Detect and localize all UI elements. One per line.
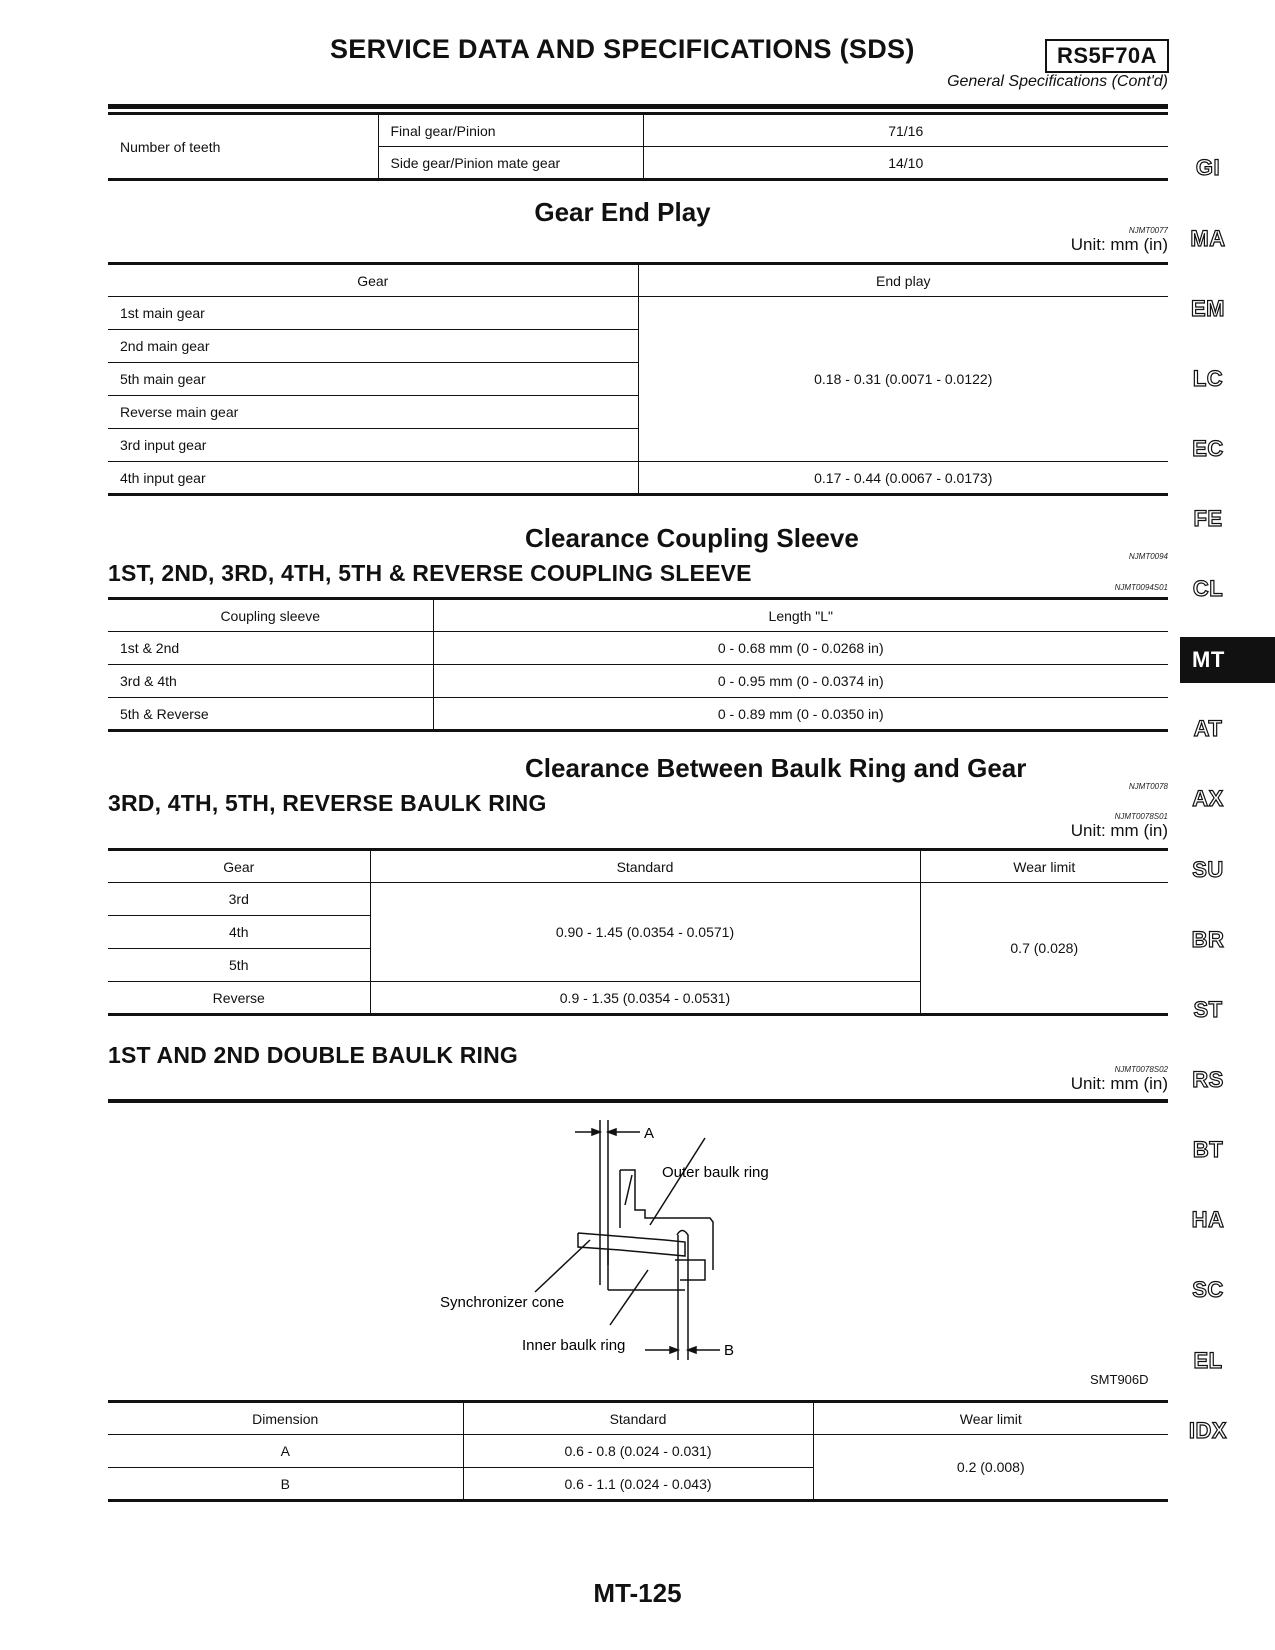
ref-code: NJMT0094S01 [1114,583,1168,592]
gear-cell: 4th [108,916,370,949]
gear-cell: 1st main gear [108,297,638,330]
standard-cell: 0.9 - 1.35 (0.0354 - 0.0531) [370,982,920,1015]
double-baulk-table [108,1400,1168,1502]
col-header: Wear limit [813,1402,1168,1435]
ref-code: NJMT0077 [1128,226,1168,235]
coupling-sleeve-table [108,597,1168,732]
col-header: Standard [463,1402,813,1435]
length-cell: 0 - 0.95 mm (0 - 0.0374 in) [433,665,1168,698]
sidebar-tab-ma[interactable]: MA [1190,226,1226,251]
gear-cell: 2nd main gear [108,330,638,363]
unit-label: Unit: mm (in) [1070,1074,1168,1093]
gear-cell: Reverse [108,982,370,1015]
sidebar-tab-bt[interactable]: BT [1192,1137,1224,1162]
gear-cell: 4th input gear [108,462,638,495]
sidebar-tab-ax[interactable]: AX [1192,786,1224,811]
unit-label: Unit: mm (in) [1070,235,1168,254]
sidebar-tab-mt[interactable]: MT [1180,637,1275,683]
subheading: 3RD, 4TH, 5TH, REVERSE BAULK RING [108,790,547,816]
label-b: B [724,1342,735,1359]
figure-code: SMT906D [1090,1372,1149,1387]
col-header: End play [638,264,1168,297]
teeth-table [108,112,1168,181]
teeth-item: Side gear/Pinion mate gear [378,147,643,180]
ref-code: NJMT0078 [1128,782,1168,791]
subheading: 1ST, 2ND, 3RD, 4TH, 5TH & REVERSE COUPLING SLEEVE [108,560,752,586]
teeth-value: 14/10 [643,147,1168,180]
sidebar-tab-ha[interactable]: HA [1191,1207,1225,1232]
sidebar-tab-em[interactable]: EM [1191,296,1225,321]
sidebar-tab-su[interactable]: SU [1192,857,1224,882]
sidebar-tab-st[interactable]: ST [1193,997,1223,1022]
sidebar-tab-fe[interactable]: FE [1193,506,1223,531]
col-header: Coupling sleeve [108,599,433,632]
teeth-item: Final gear/Pinion [378,114,643,147]
baulk-ring-table [108,848,1168,1016]
sidebar-tab-rs[interactable]: RS [1192,1067,1224,1092]
unit-label: Unit: mm (in) [1070,821,1168,840]
length-cell: 0 - 0.68 mm (0 - 0.0268 in) [433,632,1168,665]
gear-cell: 3rd input gear [108,429,638,462]
gear-cell: 5th [108,949,370,982]
sleeve-cell: 3rd & 4th [108,665,433,698]
end-play-value: 0.18 - 0.31 (0.0071 - 0.0122) [638,297,1168,462]
end-play-value: 0.17 - 0.44 (0.0067 - 0.0173) [638,462,1168,495]
sidebar-tab-lc[interactable]: LC [1192,366,1224,391]
gear-cell: Reverse main gear [108,396,638,429]
page-subtitle: General Specifications (Cont'd) [947,73,1168,90]
sidebar-tab-sc[interactable]: SC [1192,1277,1224,1302]
section-rule [108,1099,1168,1103]
label-a: A [644,1125,655,1142]
label-inner-baulk-ring: Inner baulk ring [522,1337,626,1354]
sidebar-tab-at[interactable]: AT [1193,716,1223,741]
model-badge: RS5F70A [1045,39,1169,73]
subheading: 1ST AND 2ND DOUBLE BAULK RING [108,1042,519,1068]
col-header: Length "L" [433,599,1168,632]
section-title-baulk-ring: Clearance Between Baulk Ring and Gear [525,753,1027,783]
length-cell: 0 - 0.89 mm (0 - 0.0350 in) [433,698,1168,731]
section-title-gear-end-play: Gear End Play [534,197,711,227]
sidebar-tab-cl[interactable]: CL [1192,576,1224,601]
sleeve-cell: 5th & Reverse [108,698,433,731]
standard-cell: 0.6 - 1.1 (0.024 - 0.043) [463,1468,813,1501]
dimension-cell: B [108,1468,463,1501]
wear-limit-cell: 0.7 (0.028) [920,883,1168,1015]
header-rule [108,104,1168,109]
standard-cell: 0.6 - 0.8 (0.024 - 0.031) [463,1435,813,1468]
teeth-label: Number of teeth [108,114,378,180]
standard-cell: 0.90 - 1.45 (0.0354 - 0.0571) [370,883,920,982]
ref-code: NJMT0078S01 [1114,812,1168,821]
sidebar-tab-gi[interactable]: GI [1195,155,1221,180]
page-title: SERVICE DATA AND SPECIFICATIONS (SDS) [330,34,915,64]
ref-code: NJMT0078S02 [1114,1065,1168,1074]
section-title-coupling-sleeve: Clearance Coupling Sleeve [525,523,859,553]
col-header: Wear limit [920,850,1168,883]
col-header: Gear [108,850,370,883]
page-number: MT-125 [593,1578,682,1608]
wear-limit-cell: 0.2 (0.008) [813,1435,1168,1501]
sleeve-cell: 1st & 2nd [108,632,433,665]
sidebar-tab-br[interactable]: BR [1191,927,1225,952]
col-header: Gear [108,264,638,297]
sidebar-tab-el[interactable]: EL [1193,1348,1223,1373]
col-header: Standard [370,850,920,883]
sidebar-tab-ec[interactable]: EC [1192,436,1224,461]
teeth-value: 71/16 [643,114,1168,147]
gear-end-play-table [108,262,1168,496]
label-outer-baulk-ring: Outer baulk ring [662,1164,769,1181]
gear-cell: 5th main gear [108,363,638,396]
col-header: Dimension [108,1402,463,1435]
ref-code: NJMT0094 [1128,552,1168,561]
label-synchronizer-cone: Synchronizer cone [440,1294,565,1311]
gear-cell: 3rd [108,883,370,916]
dimension-cell: A [108,1435,463,1468]
sidebar-tab-idx[interactable]: IDX [1188,1418,1228,1443]
baulk-ring-diagram [420,1110,840,1390]
